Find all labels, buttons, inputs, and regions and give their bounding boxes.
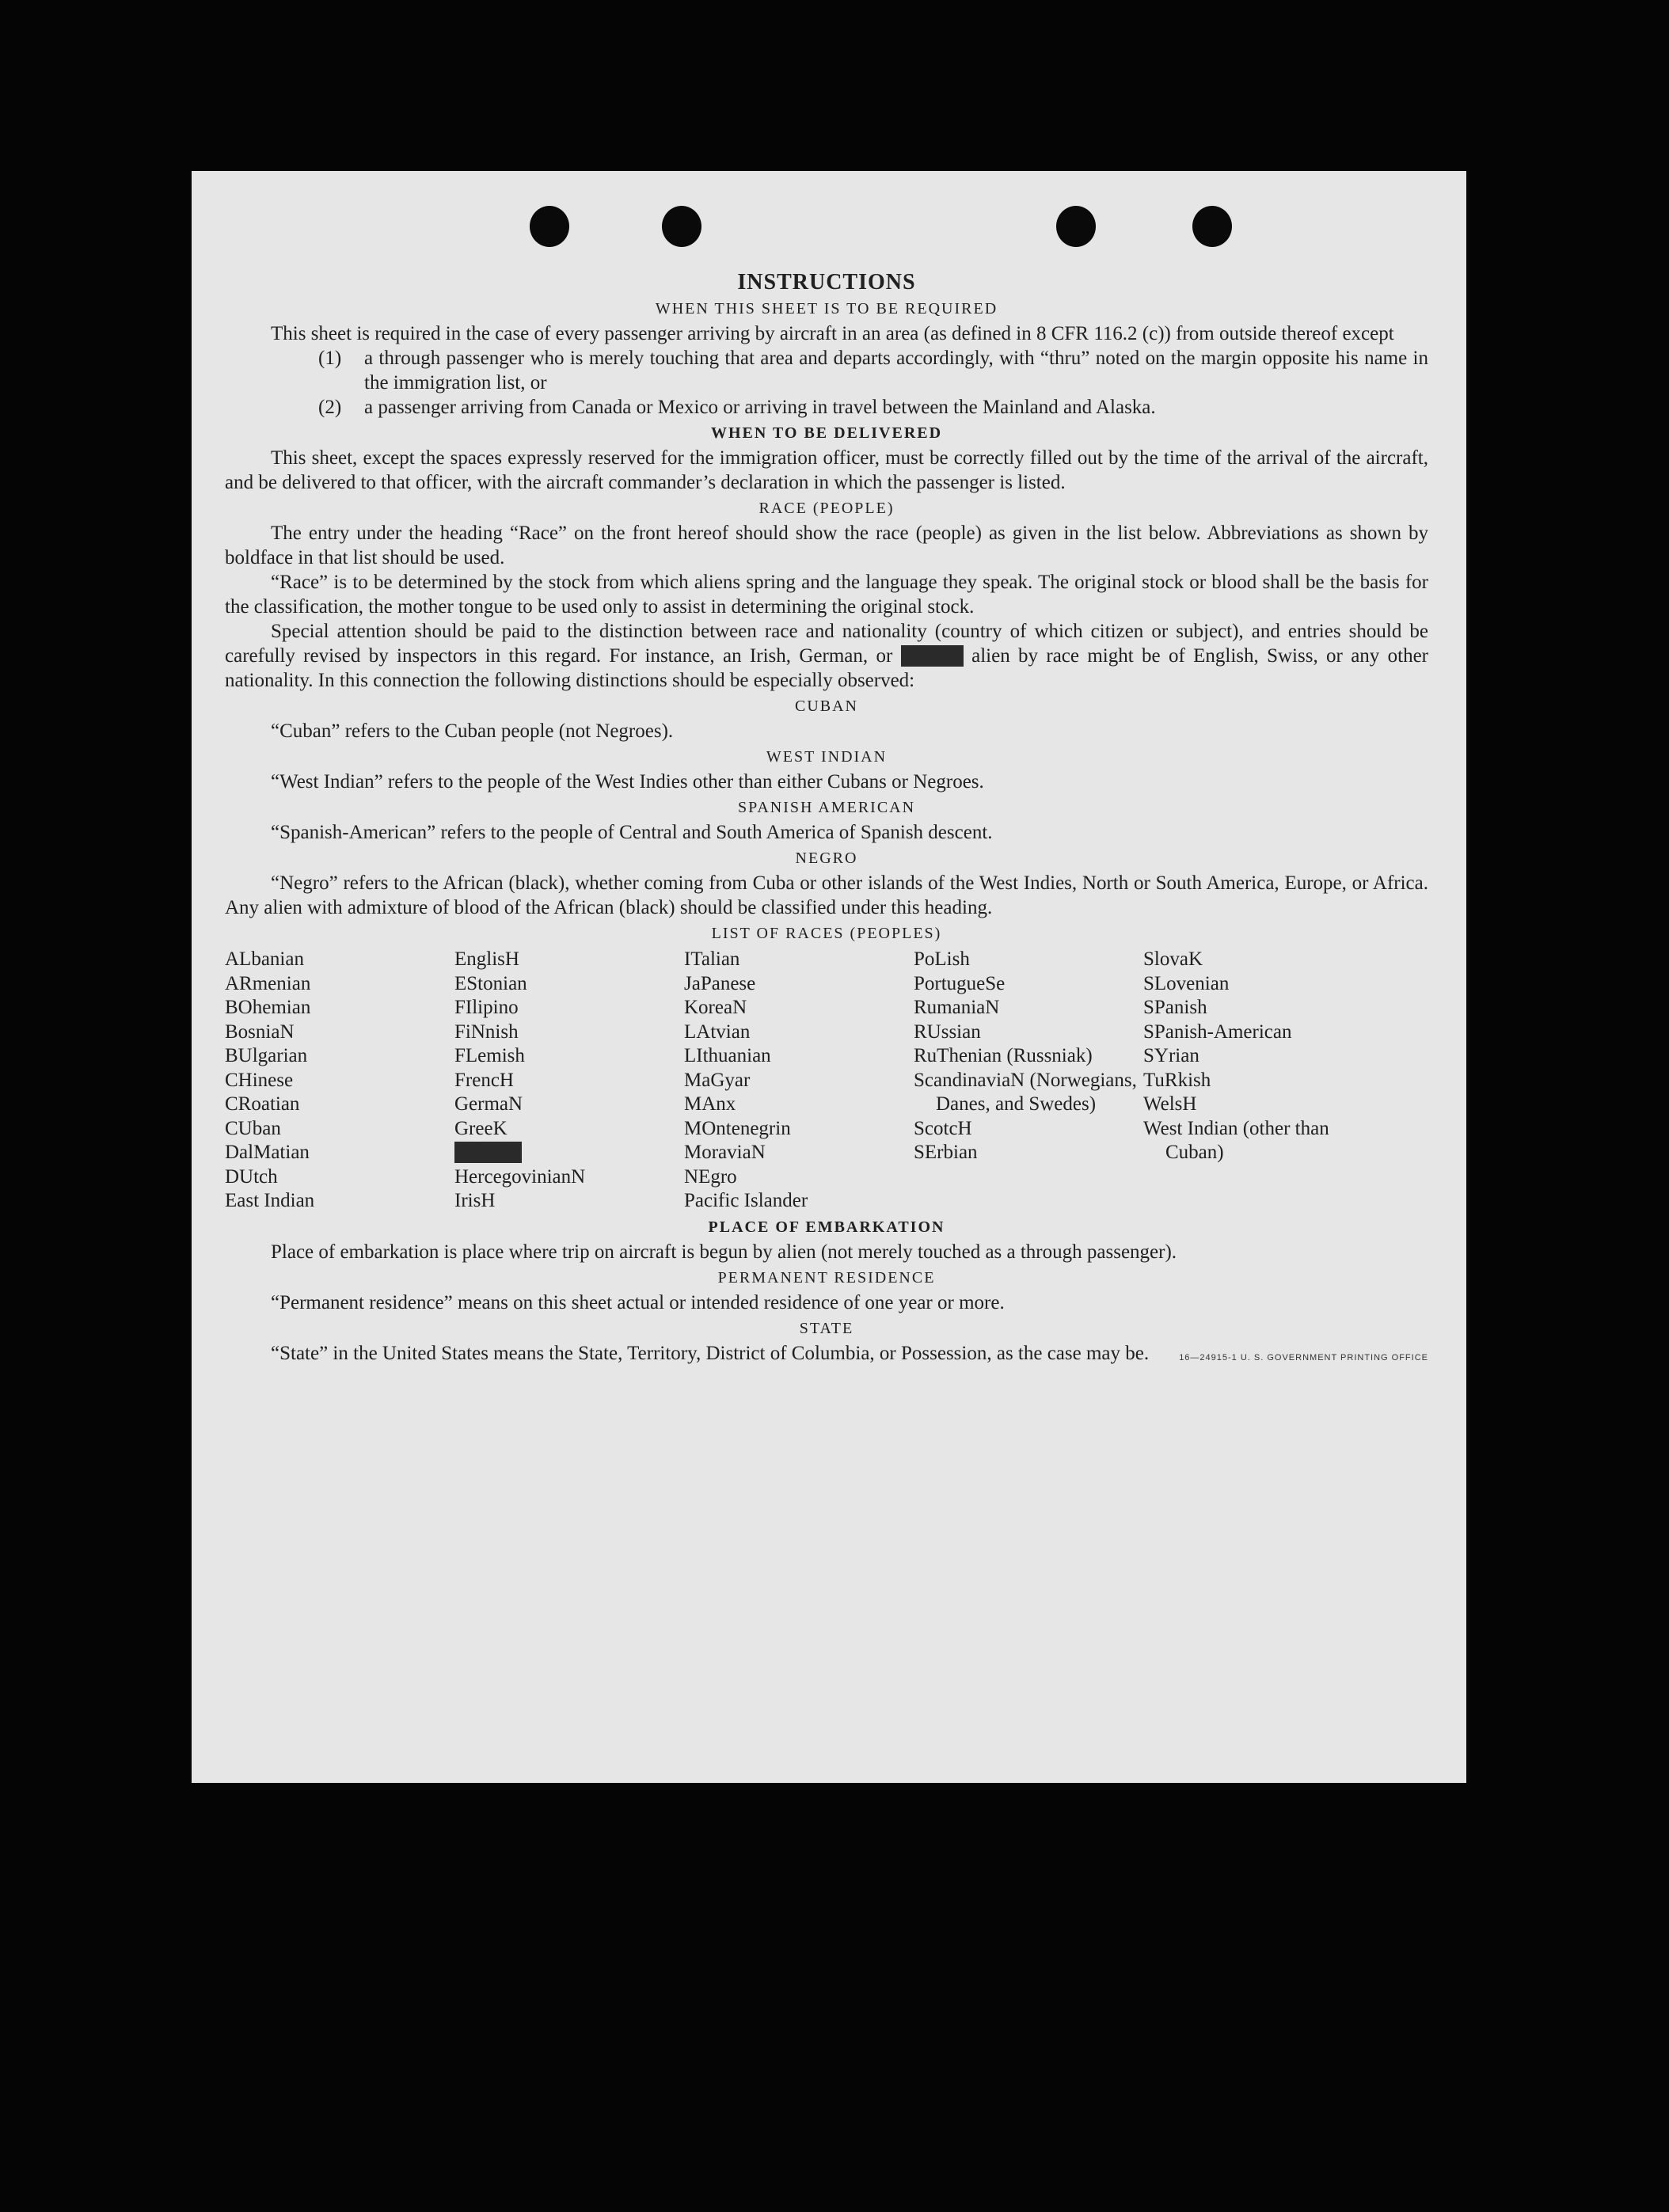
races-column <box>914 948 1143 1214</box>
races-list <box>225 948 1428 1214</box>
race-item: PortugueSe <box>914 972 1006 994</box>
race-item: West Indian (other than Cuban) <box>1143 1117 1329 1163</box>
paragraph: “Cuban” refers to the Cuban people (not Negroes). <box>271 720 674 742</box>
paragraph: The entry under the heading “Race” on the front hereof should show the race (people) as given in the list below. Abbreviations as shown by boldface in that list should be used. <box>225 523 1428 568</box>
section-heading: LIST OF RACES (PEOPLES) <box>711 925 942 942</box>
race-item: SErbian <box>914 1142 978 1163</box>
race-item: SPanish-American <box>1143 1020 1292 1043</box>
race-item: SlovaK <box>1143 948 1203 970</box>
race-item: EStonian <box>454 972 527 994</box>
paragraph: “Permanent residence” means on this sheet actual or intended residence of one year or more. <box>271 1291 1005 1313</box>
exception-list <box>318 346 1428 420</box>
paragraph: “Negro” refers to the African (black), whether coming from Cuba or other islands of the West Indies, North or South America, Europe, or Africa. Any alien with admixture of blood of the African (black) should be classified under this heading. <box>225 872 1428 918</box>
race-item: RuThenian (Russniak) <box>914 1045 1093 1066</box>
race-item: MOntenegrin <box>684 1117 791 1139</box>
races-column <box>454 948 684 1214</box>
race-item: MAnx <box>684 1093 736 1115</box>
race-item: FLemish <box>454 1045 525 1066</box>
race-item: ARmenian <box>225 972 311 994</box>
race-item: GermaN <box>454 1093 523 1115</box>
printer-note: 16—24915-1 U. S. GOVERNMENT PRINTING OFFICE <box>1179 1352 1428 1363</box>
race-item: DalMatian <box>225 1142 310 1163</box>
punch-hole <box>530 206 569 247</box>
struck-word: Hebrew <box>900 645 964 667</box>
race-item: HercegovinianN <box>454 1165 586 1188</box>
section-heading: CUBAN <box>794 697 858 715</box>
races-column <box>684 948 914 1214</box>
paragraph: “Spanish-American” refers to the people of Central and South America of Spanish descent. <box>271 822 993 843</box>
race-item: Pacific Islander <box>684 1190 808 1211</box>
footer-line <box>225 1341 1428 1366</box>
race-item: SPanish <box>1143 997 1207 1018</box>
sheet-content <box>225 270 1428 1366</box>
race-item: ScotcH <box>914 1117 972 1139</box>
race-item: ScandinaviaN (Norwegians, Danes, and Swedes) <box>914 1069 1137 1115</box>
race-item: East Indian <box>225 1190 315 1211</box>
race-item: CRoatian <box>225 1093 300 1115</box>
race-item: NEgro <box>684 1165 737 1188</box>
races-column <box>225 948 454 1214</box>
race-item: BosniaN <box>225 1020 295 1043</box>
race-item: CHinese <box>225 1069 294 1091</box>
section-heading: RACE (PEOPLE) <box>758 500 895 517</box>
section-heading: WEST INDIAN <box>766 748 888 766</box>
race-item: DUtch <box>225 1165 278 1188</box>
race-item: ITalian <box>684 948 740 970</box>
race-item: SYrian <box>1143 1045 1199 1066</box>
paragraph: Special attention should be paid to the distinction between race and nationality (country of which citizen or subject), and entries should be carefully revised by inspectors in this regard. For instance, an Irish, German, or Hebrew alien by race might be of English, Swiss, or any other nationality. In this connection the following distinctions should be especially observed: <box>225 621 1429 691</box>
section-heading: NEGRO <box>795 849 858 867</box>
race-item: KoreaN <box>684 997 747 1018</box>
race-item: PoLish <box>914 948 970 970</box>
section-heading: PERMANENT RESIDENCE <box>717 1268 936 1287</box>
race-item: TuRkish <box>1143 1069 1211 1091</box>
race-item: LIthuanian <box>684 1045 771 1066</box>
list-item: (1) a through passenger who is merely touching that area and departs accordingly, with “thru” noted on the margin opposite his name in the immigration list, or <box>318 348 1428 393</box>
paragraph: This sheet, except the spaces expressly reserved for the immigration officer, must be correctly filled out by the time of the arrival of the aircraft, and be delivered to that officer, with the aircraft commander’s declaration in which the passenger is listed. <box>225 447 1428 493</box>
race-item: WelsH <box>1143 1093 1197 1115</box>
race-item: MaGyar <box>684 1069 751 1091</box>
race-item: ALbanian <box>225 948 304 970</box>
section-heading: WHEN THIS SHEET IS TO BE REQUIRED <box>655 300 998 317</box>
paragraph: Place of embarkation is place where trip on aircraft is begun by alien (not merely touched as a through passenger). <box>271 1241 1177 1263</box>
race-item: FIlipino <box>454 997 519 1018</box>
race-item: CUban <box>225 1117 281 1139</box>
section-heading: SPANISH AMERICAN <box>737 799 916 816</box>
race-item: FiNnish <box>454 1020 519 1043</box>
race-item: SLovenian <box>1143 972 1230 994</box>
races-column <box>1143 948 1373 1214</box>
paragraph: “State” in the United States means the State, Territory, District of Columbia, or Possession, as the case may be. <box>271 1342 1150 1364</box>
list-item: (2) a passenger arriving from Canada or Mexico or arriving in travel between the Mainland and Alaska. <box>318 397 1156 418</box>
punch-hole <box>1192 206 1232 247</box>
race-item: BUlgarian <box>225 1045 308 1066</box>
race-item: EnglisH <box>454 948 519 970</box>
race-item-struck: HebreW <box>454 1142 522 1163</box>
race-item: IrisH <box>454 1190 496 1211</box>
punch-hole <box>1056 206 1096 247</box>
race-item: JaPanese <box>684 972 756 994</box>
race-item: GreeK <box>454 1117 508 1139</box>
race-item: RUssian <box>914 1020 981 1043</box>
race-item: RumaniaN <box>914 997 1000 1018</box>
punch-hole <box>662 206 701 247</box>
section-heading: WHEN TO BE DELIVERED <box>710 424 943 442</box>
paragraph: “Race” is to be determined by the stock from which aliens spring and the language they speak. The original stock or blood shall be the basis for the classification, the mother tongue to be used only to assist in determining the original stock. <box>225 572 1428 618</box>
section-heading: PLACE OF EMBARKATION <box>708 1218 945 1236</box>
race-item: FrencH <box>454 1069 514 1091</box>
race-item: BOhemian <box>225 997 311 1018</box>
race-item: LAtvian <box>684 1020 751 1043</box>
paragraph: This sheet is required in the case of every passenger arriving by aircraft in an area (as defined in 8 CFR 116.2 (c)) from outside thereof except <box>271 323 1394 344</box>
instruction-sheet <box>192 171 1466 1783</box>
race-item: MoraviaN <box>684 1142 766 1163</box>
section-heading: STATE <box>799 1319 854 1337</box>
page-title: INSTRUCTIONS <box>737 270 916 295</box>
paragraph: “West Indian” refers to the people of the West Indies other than either Cubans or Negroes. <box>271 771 984 792</box>
